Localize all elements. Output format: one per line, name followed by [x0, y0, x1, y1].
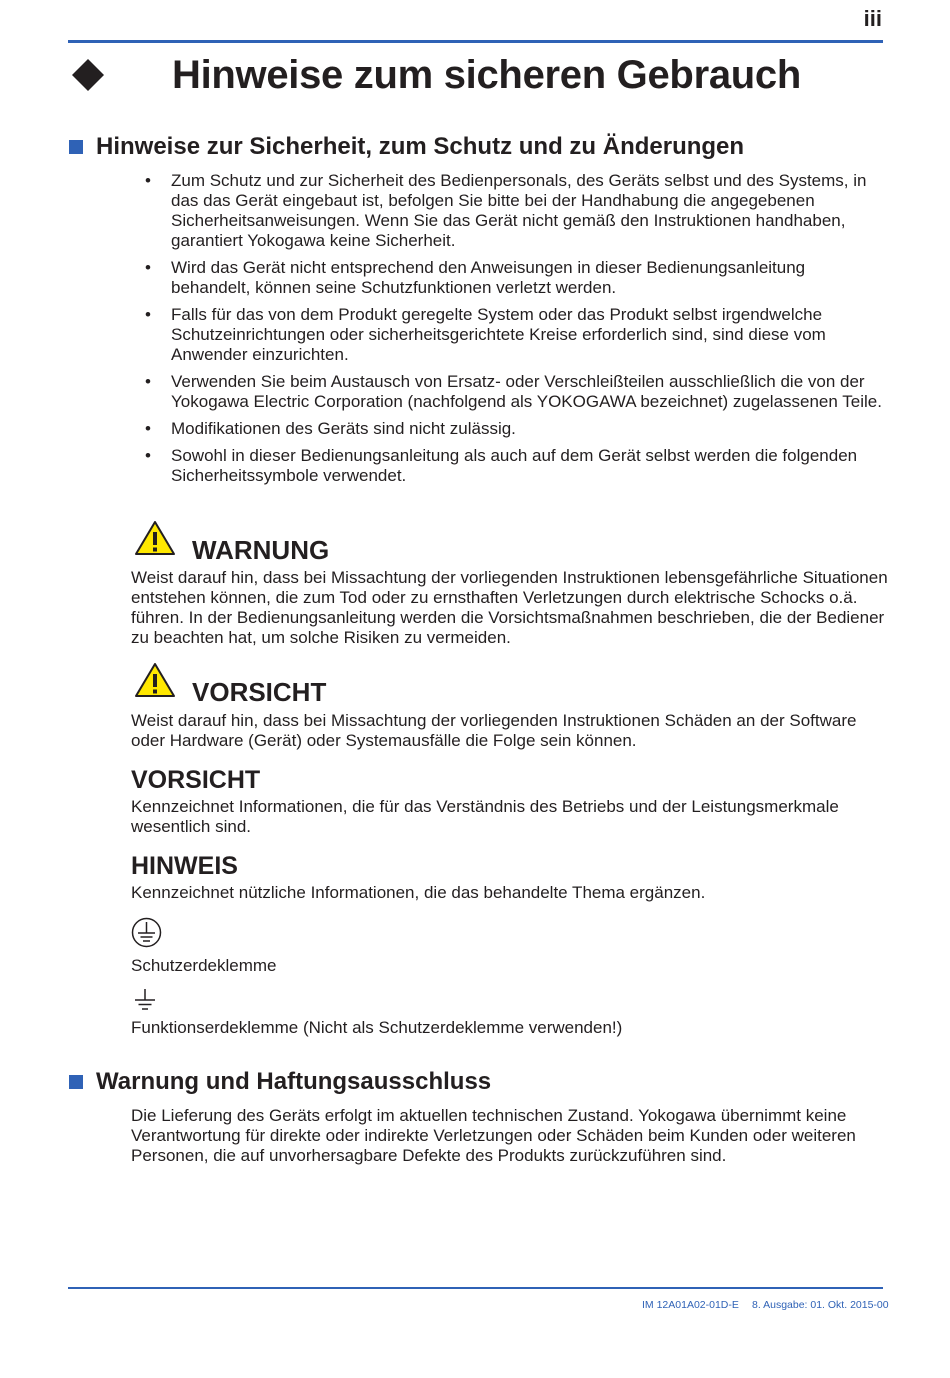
footer-rule: [68, 1287, 883, 1289]
caution-triangle-icon: [134, 662, 176, 698]
warnung-text: Weist darauf hin, dass bei Missachtung der vorliegenden Instruktionen lebensgefährliche Situationen entstehen können, die zum Tod oder zu ernsthaften Verletzungen durch elektrische Schocks o.ä. führen. In der Bedienungsanleitung werden die Vorsichtsmaßnahmen beschrieben, die der Bediener zu beachten hat, um solche Risiken zu vermeiden.: [131, 568, 888, 647]
page-number: iii: [863, 6, 882, 31]
safety-bullet-list: [145, 171, 885, 493]
bullet-item: • Wird das Gerät nicht entsprechend den Anweisungen in dieser Bedienungsanleitung behandelt, können seine Schutzfunktionen verletzt werden.: [145, 258, 885, 298]
vorsicht-heading: VORSICHT: [131, 766, 261, 794]
bullet-item: • Sowohl in dieser Bedienungsanleitung als auch auf dem Gerät selbst werden die folgenden Sicherheitssymbole verwendet.: [145, 446, 885, 486]
protective-earth-label: Schutzerdeklemme: [131, 956, 277, 975]
section-square-icon: [69, 1075, 83, 1089]
section-square-icon: [69, 140, 83, 154]
footer-edition: 8. Ausgabe: 01. Okt. 2015-00: [752, 1299, 889, 1311]
warning-triangle-icon: [134, 520, 176, 556]
vorsicht-text: Kennzeichnet Informationen, die für das Verständnis des Betriebs und der Leistungsmerkmale wesentlich sind.: [131, 797, 839, 836]
page-title: Hinweise zum sicheren Gebrauch: [172, 53, 801, 97]
diamond-bullet-icon: [72, 59, 104, 91]
protective-earth-icon: [131, 917, 162, 948]
header-rule: [68, 40, 883, 43]
vorsicht-icon-text: Weist darauf hin, dass bei Missachtung der vorliegenden Instruktionen Schäden an der Software oder Hardware (Gerät) oder Systemausfälle die Folge sein können.: [131, 711, 857, 750]
functional-earth-label: Funktionserdeklemme (Nicht als Schutzerdeklemme verwenden!): [131, 1018, 623, 1037]
bullet-item: • Zum Schutz und zur Sicherheit des Bedienpersonals, des Geräts selbst und des Systems, in das das Gerät eingebaut ist, befolgen Sie bitte bei der Handhabung die angegebenen Sicherheitsanweisungen. Wenn Sie das Gerät nicht gemäß den Instruktionen handhaben, garantiert Yokogawa keine Sicherheit.: [145, 171, 885, 251]
vorsicht-icon-heading: VORSICHT: [192, 677, 327, 707]
bullet-item: • Falls für das von dem Produkt geregelte System oder das Produkt selbst irgendwelche Schutzeinrichtungen oder sicherheitsgerichtete Kreise erforderlich sind, sind diese vom Anwender einzurichten.: [145, 305, 885, 365]
disclaimer-text: Die Lieferung des Geräts erfolgt im aktuellen technischen Zustand. Yokogawa übernimmt keine Verantwortung für direkte oder indirekte Verletzungen oder Schäden beim Kunden oder weiteren Personen, die auf unvorhersagbare Defekte des Produkts zurückzuführen sind.: [131, 1106, 856, 1165]
footer-doc-id: IM 12A01A02-01D-E: [642, 1299, 739, 1311]
bullet-item: • Modifikationen des Geräts sind nicht zulässig.: [145, 419, 885, 439]
bullet-item: • Verwenden Sie beim Austausch von Ersatz- oder Verschleißteilen ausschließlich die von der Yokogawa Electric Corporation (nachfolgend als YOKOGAWA bezeichnet) zugelassenen Teile.: [145, 372, 885, 412]
section-heading-disclaimer: Warnung und Haftungsausschluss: [96, 1068, 492, 1095]
hinweis-text: Kennzeichnet nützliche Informationen, die das behandelte Thema ergänzen.: [131, 883, 706, 902]
hinweis-heading: HINWEIS: [131, 852, 238, 880]
warnung-heading: WARNUNG: [192, 535, 330, 565]
functional-earth-icon: [133, 988, 157, 1012]
section-heading-safety: Hinweise zur Sicherheit, zum Schutz und zu Änderungen: [96, 133, 745, 160]
